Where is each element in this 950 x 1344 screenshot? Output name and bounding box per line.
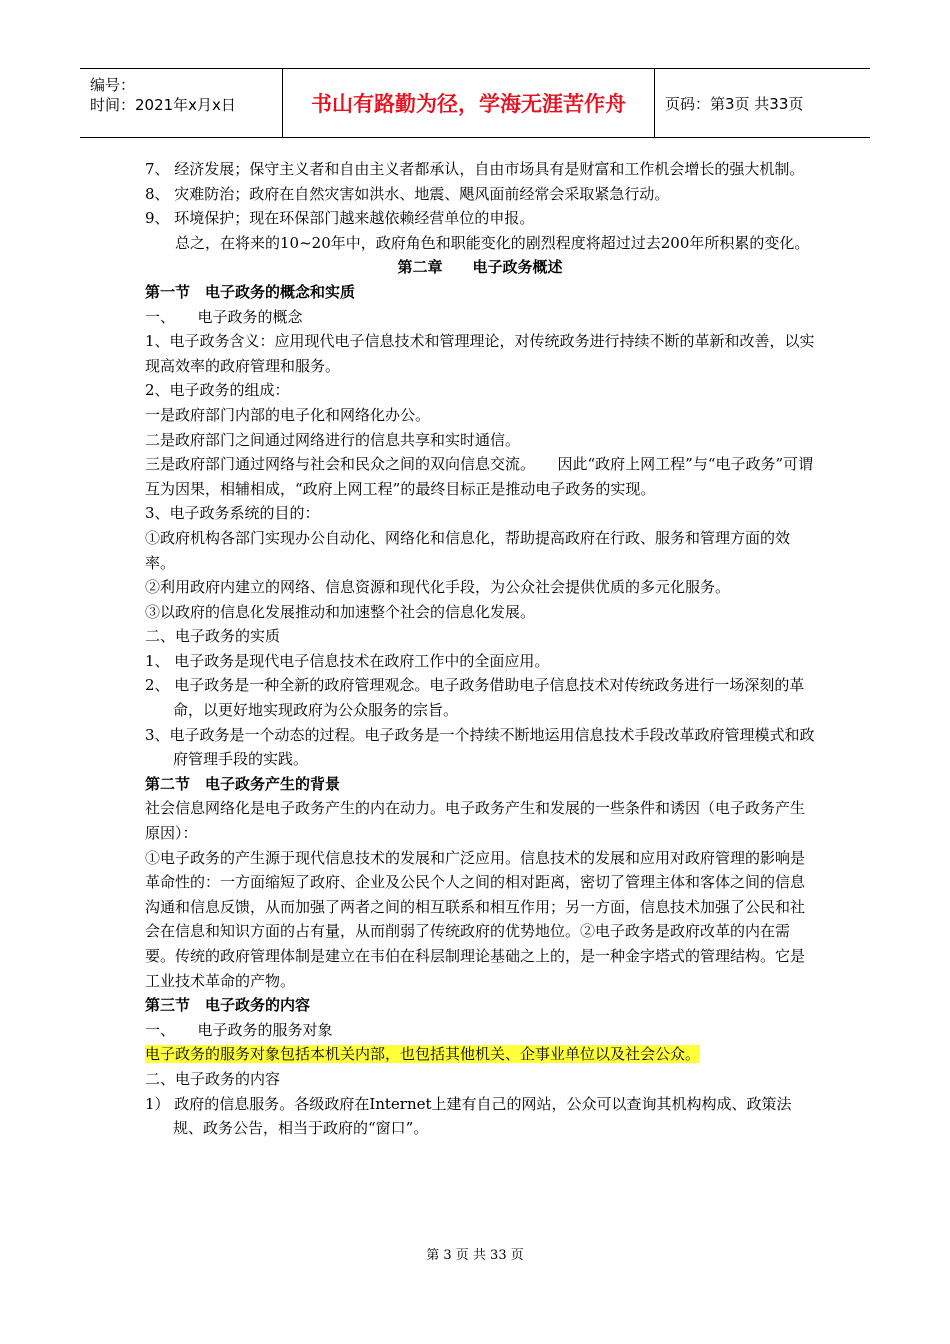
- header-meta: [80, 69, 283, 137]
- paragraph: 3、电子政务是一个动态的过程。电子政务是一个持续不断地运用信息技术手段改革政府管理模式和政府管理手段的实践。: [145, 725, 815, 769]
- highlighted-paragraph: [145, 1042, 815, 1067]
- paragraph: ①电子政务的产生源于现代信息技术的发展和广泛应用。信息技术的发展和应用对政府管理的影响是革命性的：一方面缩短了政府、企业及公民个人之间的相对距离，密切了管理主体和客体之间的信息沟通和信息反馈，从而加强了两者之间的相互联系和相互作用；另一方面，信息技术加强了公民和社会在信息和知识方面的占有量，从而削弱了传统政府的优势地位。②电子政务是政府改革的内在需要。传统的政府管理体制是建立在韦伯在科层制理论基础之上的，是一种金字塔式的管理结构。它是工业技术革命的产物。: [145, 848, 806, 990]
- paragraph: 3、电子政务系统的目的：: [145, 504, 320, 523]
- paragraph: 1、电子政务含义：应用现代电子信息技术和管理理论，对传统政务进行持续不断的革新和改善，以实现高效率的政府管理和服务。: [145, 332, 815, 375]
- paragraph: 二是政府部门之间通过网络进行的信息共享和实时通信。: [145, 430, 521, 449]
- paragraph: 9、 环境保护；现在环保部门越来越依赖经营单位的申报。: [145, 209, 535, 228]
- paragraph: 7、 经济发展；保守主义者和自由主义者都承认，自由市场具有是财富和工作机会增长的强大机制。: [145, 160, 805, 178]
- paragraph: 1） 政府的信息服务。各级政府在Internet上建有自己的网站，公众可以查询其机构构成、政策法规、政务公告，相当于政府的“窗口”。: [145, 1094, 792, 1138]
- highlight-text: 电子政务的服务对象包括本机关内部，也包括其他机关、企事业单位以及社会公众。: [145, 1045, 701, 1064]
- paragraph: 三是政府部门通过网络与社会和民众之间的双向信息交流。 因此“政府上网工程”与“电子政务”可谓互为因果，相辅相成，“政府上网工程”的最终目标正是推动电子政务的实现。: [145, 455, 814, 498]
- paragraph: 1、 电子政务是现代电子信息技术在政府工作中的全面应用。: [145, 651, 550, 670]
- paragraph: 一是政府部门内部的电子化和网络化办公。: [145, 405, 431, 424]
- page-footer: 第 3 页 共 33 页: [426, 1248, 524, 1263]
- document-number-label: 编号：: [90, 76, 136, 94]
- subheading: 二、电子政务的实质: [145, 627, 281, 646]
- paragraph: ③以政府的信息化发展推动和加速整个社会的信息化发展。: [145, 602, 536, 621]
- paragraph: 2、电子政务的组成：: [145, 381, 290, 400]
- paragraph: ①政府机构各部门实现办公自动化、网络化和信息化，帮助提高政府在行政、服务和管理方面的效率。: [145, 528, 791, 572]
- section-title: 第三节 电子政务的内容: [145, 996, 311, 1015]
- section-title: 第二节 电子政务产生的背景: [145, 774, 341, 793]
- paragraph: 2、 电子政务是一种全新的政府管理观念。电子政务借助电子信息技术对传统政务进行一场深刻的革命，以更好地实现政府为公众服务的宗旨。: [145, 676, 805, 720]
- subheading: 一、 电子政务的概念: [145, 307, 303, 326]
- chapter-title: 第二章 电子政务概述: [397, 258, 563, 277]
- paragraph: 社会信息网络化是电子政务产生的内在动力。电子政务产生和发展的一些条件和诱因（电子政务产生原因）：: [145, 799, 806, 843]
- subheading: 一、 电子政务的服务对象: [145, 1020, 333, 1039]
- paragraph: 8、 灾难防治；政府在自然灾害如洪水、地震、飓风面前经常会采取紧急行动。: [145, 184, 670, 203]
- document-body: [145, 157, 815, 1141]
- header-slogan: 书山有路勤为径，学海无涯苦作舟: [283, 69, 655, 137]
- section-title: 第一节 电子政务的概念和实质: [145, 282, 356, 301]
- paragraph: ②利用政府内建立的网络、信息资源和现代化手段，为公众社会提供优质的多元化服务。: [145, 578, 731, 597]
- page-header: [80, 68, 870, 138]
- document-date: 时间：2021年x月x日: [90, 96, 236, 114]
- paragraph: 总之，在将来的10~20年中，政府角色和职能变化的剧烈程度将超过过去200年所积累的变化。: [175, 233, 810, 252]
- header-page-info: 页码：第3页 共33页: [665, 94, 804, 113]
- subheading: 二、电子政务的内容: [145, 1069, 281, 1088]
